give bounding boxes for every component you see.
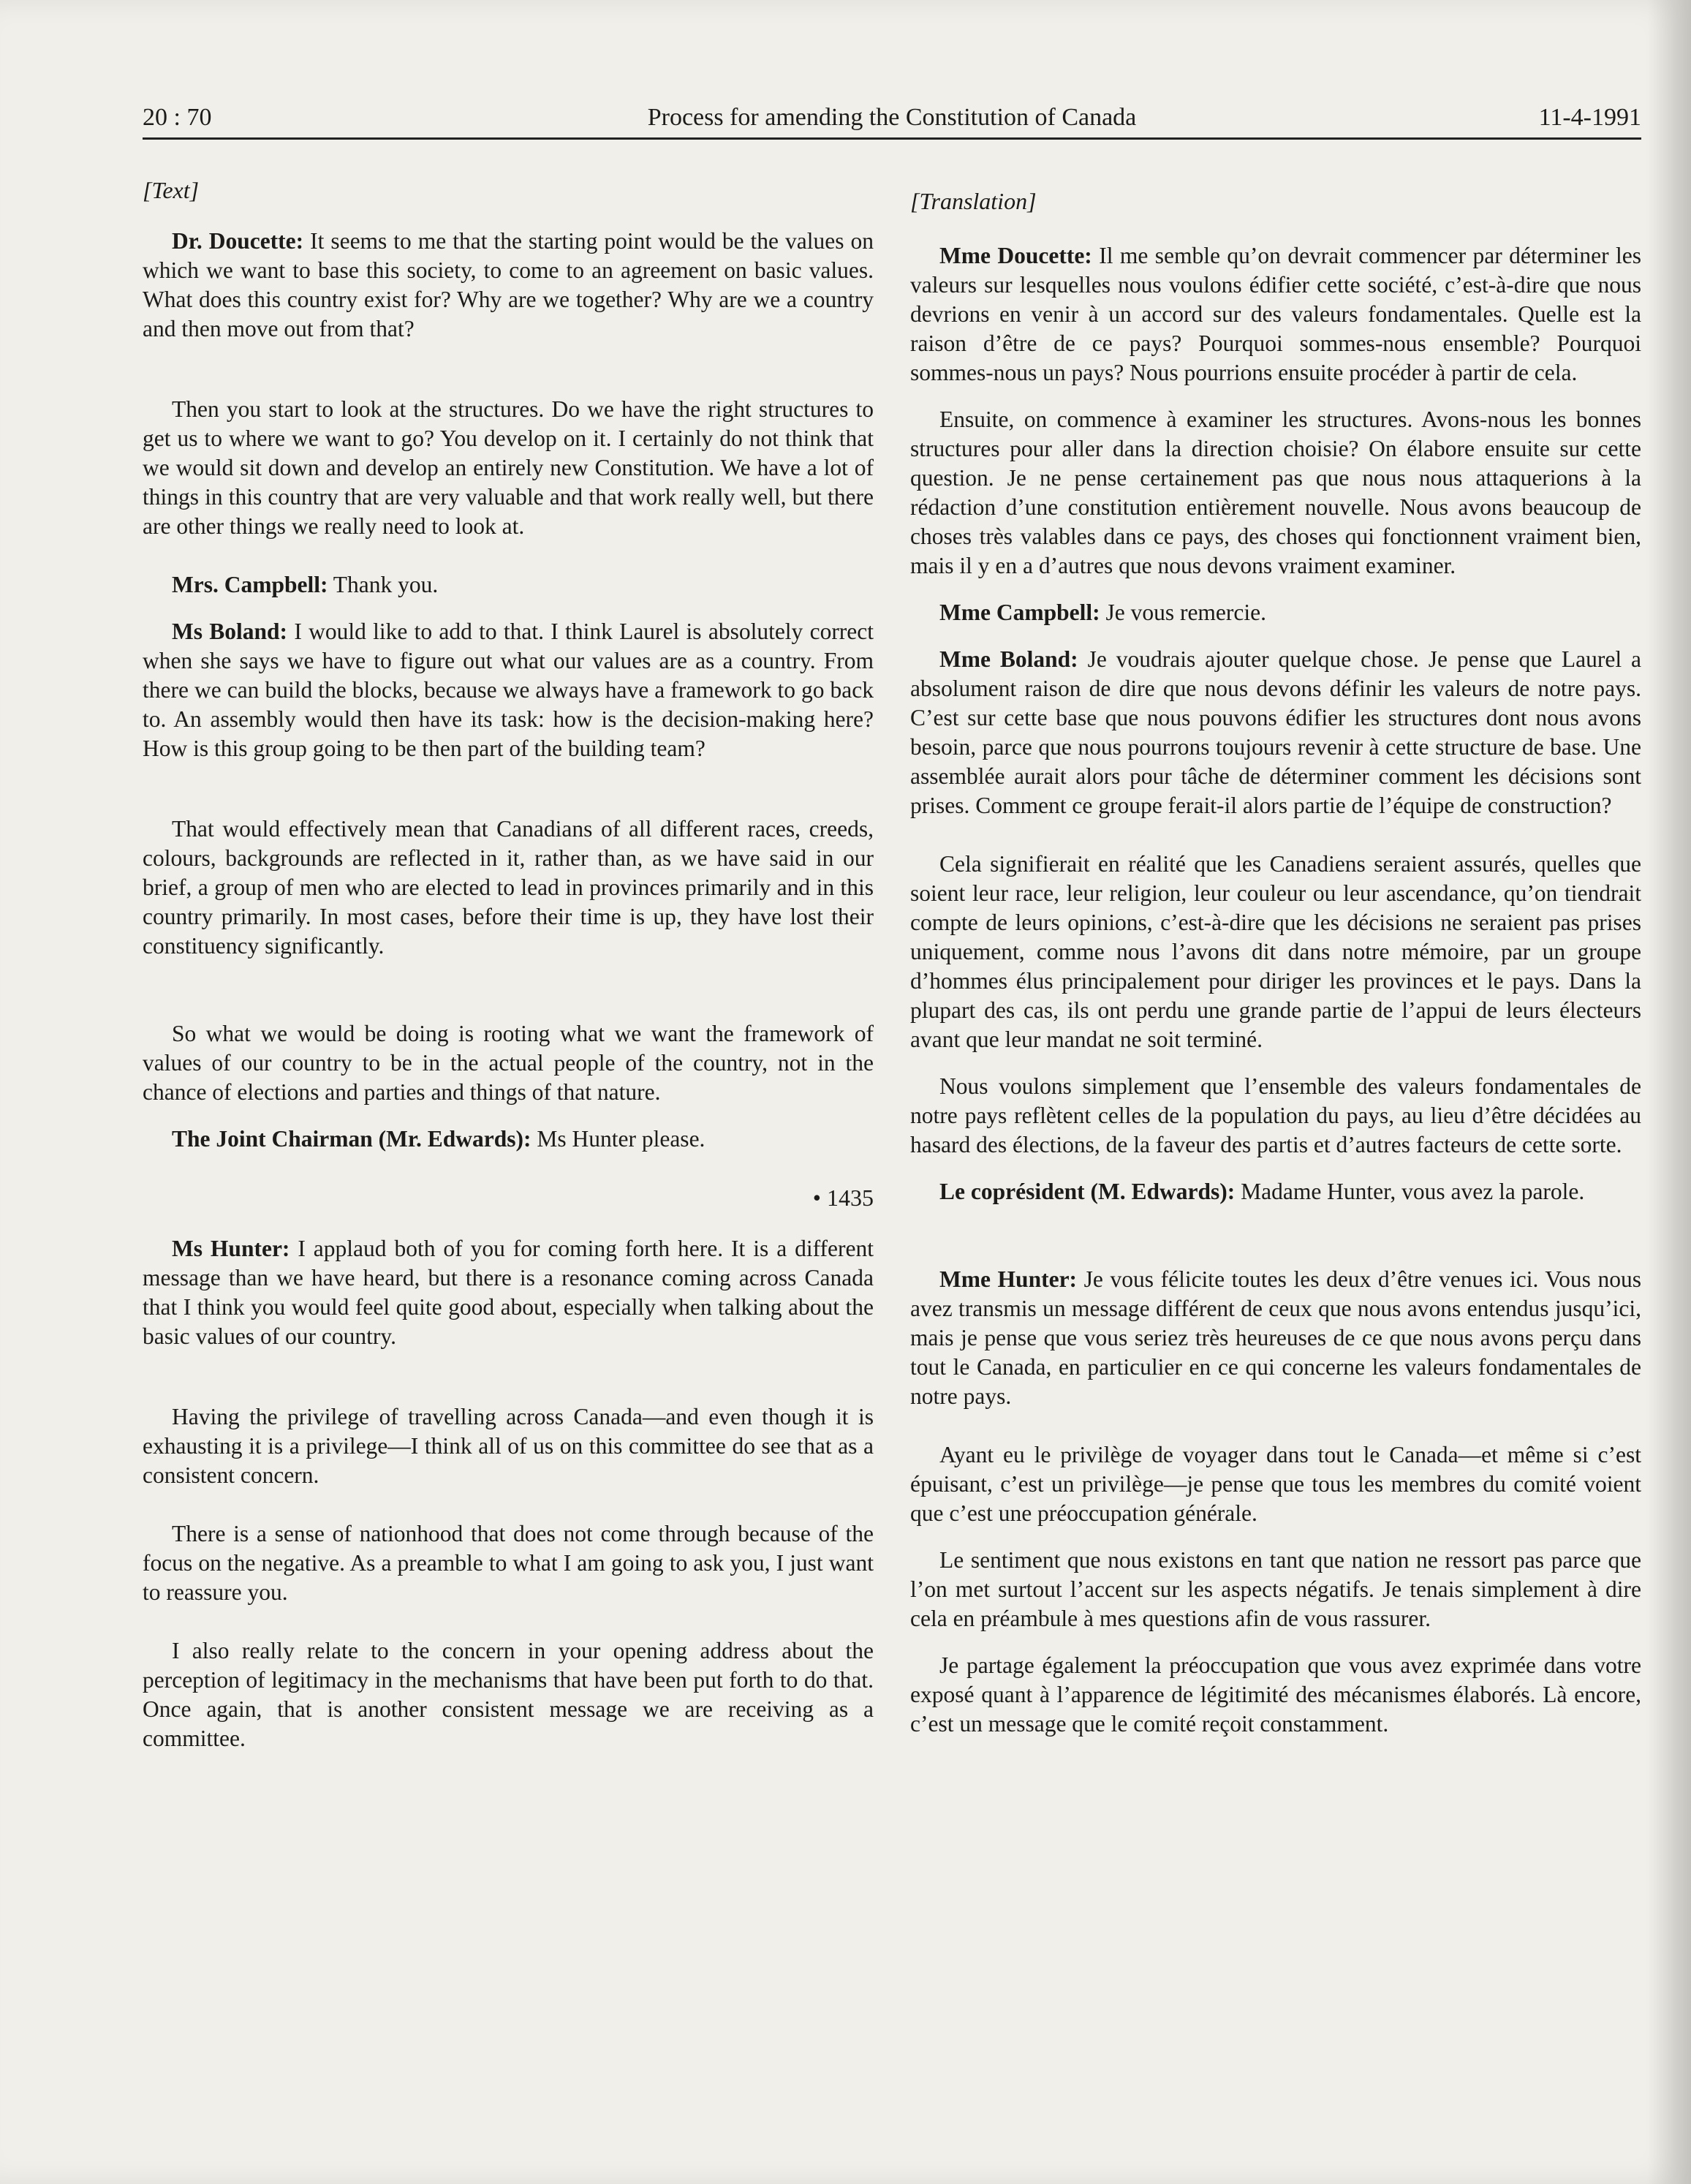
paragraph (910, 1546, 1641, 1633)
paragraph-text: Thank you. (328, 572, 439, 597)
paragraph-text: Le sentiment que nous existons en tant que nation ne ressort pas parce que l’on met surtout l’accent sur les aspects négatifs. Je tenais simplement à dire cela en préambule à mes questions afin de vous rassurer. (910, 1547, 1641, 1631)
paragraph (143, 227, 874, 344)
paragraph-text: It seems to me that the starting point would be the values on which we want to base this society, to come to an agreement on basic values. What does this country exist for? Why are we together? Why are we a country and then move out from that? (143, 228, 874, 341)
paragraph (910, 1440, 1641, 1528)
document-title: Process for amending the Constitution of Canada (647, 104, 1137, 131)
french-column (910, 175, 1641, 1756)
paragraph-text: So what we would be doing is rooting what we want the framework of values of our country to be in the actual people of the country, not in the chance of elections and parties and things of that nature. (143, 1021, 874, 1105)
page-edge-shadow (1647, 0, 1691, 2184)
time-marker: • 1435 (812, 1184, 874, 1211)
speaker-name: Mme Campbell: (939, 600, 1100, 625)
speaker-name: Mme Doucette: (939, 243, 1092, 268)
paragraph-text: Je voudrais ajouter quelque chose. Je pense que Laurel a absolument raison de dire que nous devons définir les valeurs de notre pays. C’est sur cette base que nous pouvons édifier les structures dont nous avons besoin, parce que nous pourrons toujours revenir à cette structure de base. Une assemblée aurait alors pour tâche de déterminer comment les décisions sont prises. Comment ce groupe ferait-il alors partie de l’équipe de construction? (910, 646, 1641, 818)
paragraph (910, 241, 1641, 388)
page-header (143, 102, 1641, 140)
speaker-name: The Joint Chairman (Mr. Edwards): (172, 1126, 531, 1152)
column-label-text: [Text] (143, 177, 200, 203)
speaker-name: Le coprésident (M. Edwards): (939, 1179, 1236, 1204)
page-number: 20 : 70 (143, 104, 212, 131)
paragraph (910, 1177, 1641, 1206)
paragraph-text: Then you start to look at the structures. Do we have the right structures to get us to where we want to go? You develop on it. I certainly do not think that we would sit down and develop an entirely new Constitution. We have a lot of things in this country that are very valuable and that work really well, but there are other things we really need to look at. (143, 396, 874, 539)
speaker-name: Mrs. Campbell: (172, 572, 328, 597)
paragraph-text: I also really relate to the concern in your opening address about the perception of legitimacy in the mechanisms that have been put forth to do that. Once again, that is another consistent message we are receiving as a committee. (143, 1638, 874, 1751)
paragraph-text: Je vous remercie. (1100, 600, 1266, 625)
paragraph-text: Having the privilege of travelling across Canada—and even though it is exhausting it is a privilege—I think all of us on this committee do see that as a consistent concern. (143, 1404, 874, 1488)
english-column (143, 175, 874, 1771)
paragraph-text: I would like to add to that. I think Laurel is absolutely correct when she says we have to figure out what our values are as a country. From there we can build the blocks, because we always have a framework to go back to. An assembly would then have its task: how is the decision-making here? How is this group going to be then part of the building team? (143, 619, 874, 761)
paragraph (910, 598, 1641, 627)
paragraph (143, 1125, 874, 1154)
paragraph (143, 1519, 874, 1607)
paragraph-text: Ensuite, on commence à examiner les structures. Avons-nous les bonnes structures pour aller dans la direction choisie? On élabore ensuite sur cette question. Je ne pense certainement pas que nous nous attaquerions à la rédaction d’une constitution entièrement nouvelle. Nous avons beaucoup de choses très valables dans ce pays, des choses qui fonctionnent vraiment bien, mais il y en a d’autres que nous devons vraiment examiner. (910, 407, 1641, 578)
paragraph (910, 1651, 1641, 1739)
speaker-name: Dr. Doucette: (172, 228, 304, 254)
paragraph-text: Ms Hunter please. (531, 1126, 705, 1152)
speaker-name: Ms Hunter: (172, 1236, 290, 1261)
paragraph (910, 405, 1641, 581)
paragraph-text: Il me semble qu’on devrait commencer par déterminer les valeurs sur lesquelles nous voulons édifier cette société, c’est-à-dire que nous devrions en venir à un accord sur des valeurs fondamentales. Quelle est la raison d’être de ce pays? Pourquoi sommes-nous ensemble? Pourquoi sommes-nous un pays? Nous pourrions ensuite procéder à partir de cela. (910, 243, 1642, 385)
paragraph-text: Je vous félicite toutes les deux d’être venues ici. Vous nous avez transmis un message différent de ceux que nous avons entendus jusqu’ici, mais je pense que vous seriez très heureuses de ce que nous avons perçu dans tout le Canada, en particulier en ce qui concerne les valeurs fondamentales de notre pays. (910, 1266, 1641, 1409)
speaker-name: Mme Hunter: (939, 1266, 1078, 1292)
paragraph-text: Je partage également la préoccupation que vous avez exprimée dans votre exposé quant à l’apparence de légitimité des mécanismes élaborés. Là encore, c’est un message que le comité reçoit constamment. (910, 1652, 1641, 1737)
paragraph (143, 617, 874, 763)
paragraph-text: That would effectively mean that Canadians of all different races, creeds, colours, backgrounds are reflected in it, rather than, as we have said in our brief, a group of men who are elected to lead in provinces primarily and in this country primarily. In most cases, before their time is up, they have lost their constituency significantly. (143, 816, 874, 959)
paragraph (143, 570, 874, 600)
paragraph (910, 645, 1641, 820)
paragraph-text: Nous voulons simplement que l’ensemble des valeurs fondamentales de notre pays reflètent celles de la population du pays, au lieu d’être décidées au hasard des élections, de la faveur des partis et d’autres facteurs de cette sorte. (910, 1073, 1641, 1157)
paragraph-text: I applaud both of you for coming forth here. It is a different message than we have heard, but there is a resonance coming across Canada that I think you would feel quite good about, especially when talking about the basic values of our country. (143, 1236, 874, 1349)
speaker-name: Mme Boland: (939, 646, 1078, 672)
paragraph (143, 1019, 874, 1107)
paragraph (143, 395, 874, 541)
paragraph (143, 1636, 874, 1753)
paragraph-text: There is a sense of nationhood that does not come through because of the focus on the negative. As a preamble to what I am going to ask you, I just want to reassure you. (143, 1521, 874, 1605)
paragraph (143, 1234, 874, 1351)
paragraph (910, 1265, 1641, 1411)
speaker-name: Ms Boland: (172, 619, 288, 644)
paragraph (143, 815, 874, 961)
paragraph-text: Cela signifierait en réalité que les Canadiens seraient assurés, quelles que soient leur race, leur religion, leur couleur ou leur ascendance, qu’on tiendrait compte de leurs opinions, c’est-à-dire que les décisions ne seraient pas prises uniquement, comme nous l’avons dit dans notre mémoire, par un groupe d’hommes élus principalement pour diriger les provinces et le pays. Dans la plupart des cas, ils ont perdu une grande partie de l’appui de leurs électeurs avant que leur mandat ne soit terminé. (910, 851, 1641, 1052)
paragraph (910, 1072, 1641, 1160)
paragraph (910, 850, 1641, 1054)
document-date: 11-4-1991 (1538, 104, 1641, 131)
paragraph (143, 1402, 874, 1490)
column-label-translation: [Translation] (910, 188, 1037, 214)
paragraph-text: Madame Hunter, vous avez la parole. (1235, 1179, 1585, 1204)
paragraph-text: Ayant eu le privilège de voyager dans tout le Canada—et même si c’est épuisant, c’est un privilège—je pense que tous les membres du comité voient que c’est une préoccupation générale. (910, 1442, 1641, 1526)
